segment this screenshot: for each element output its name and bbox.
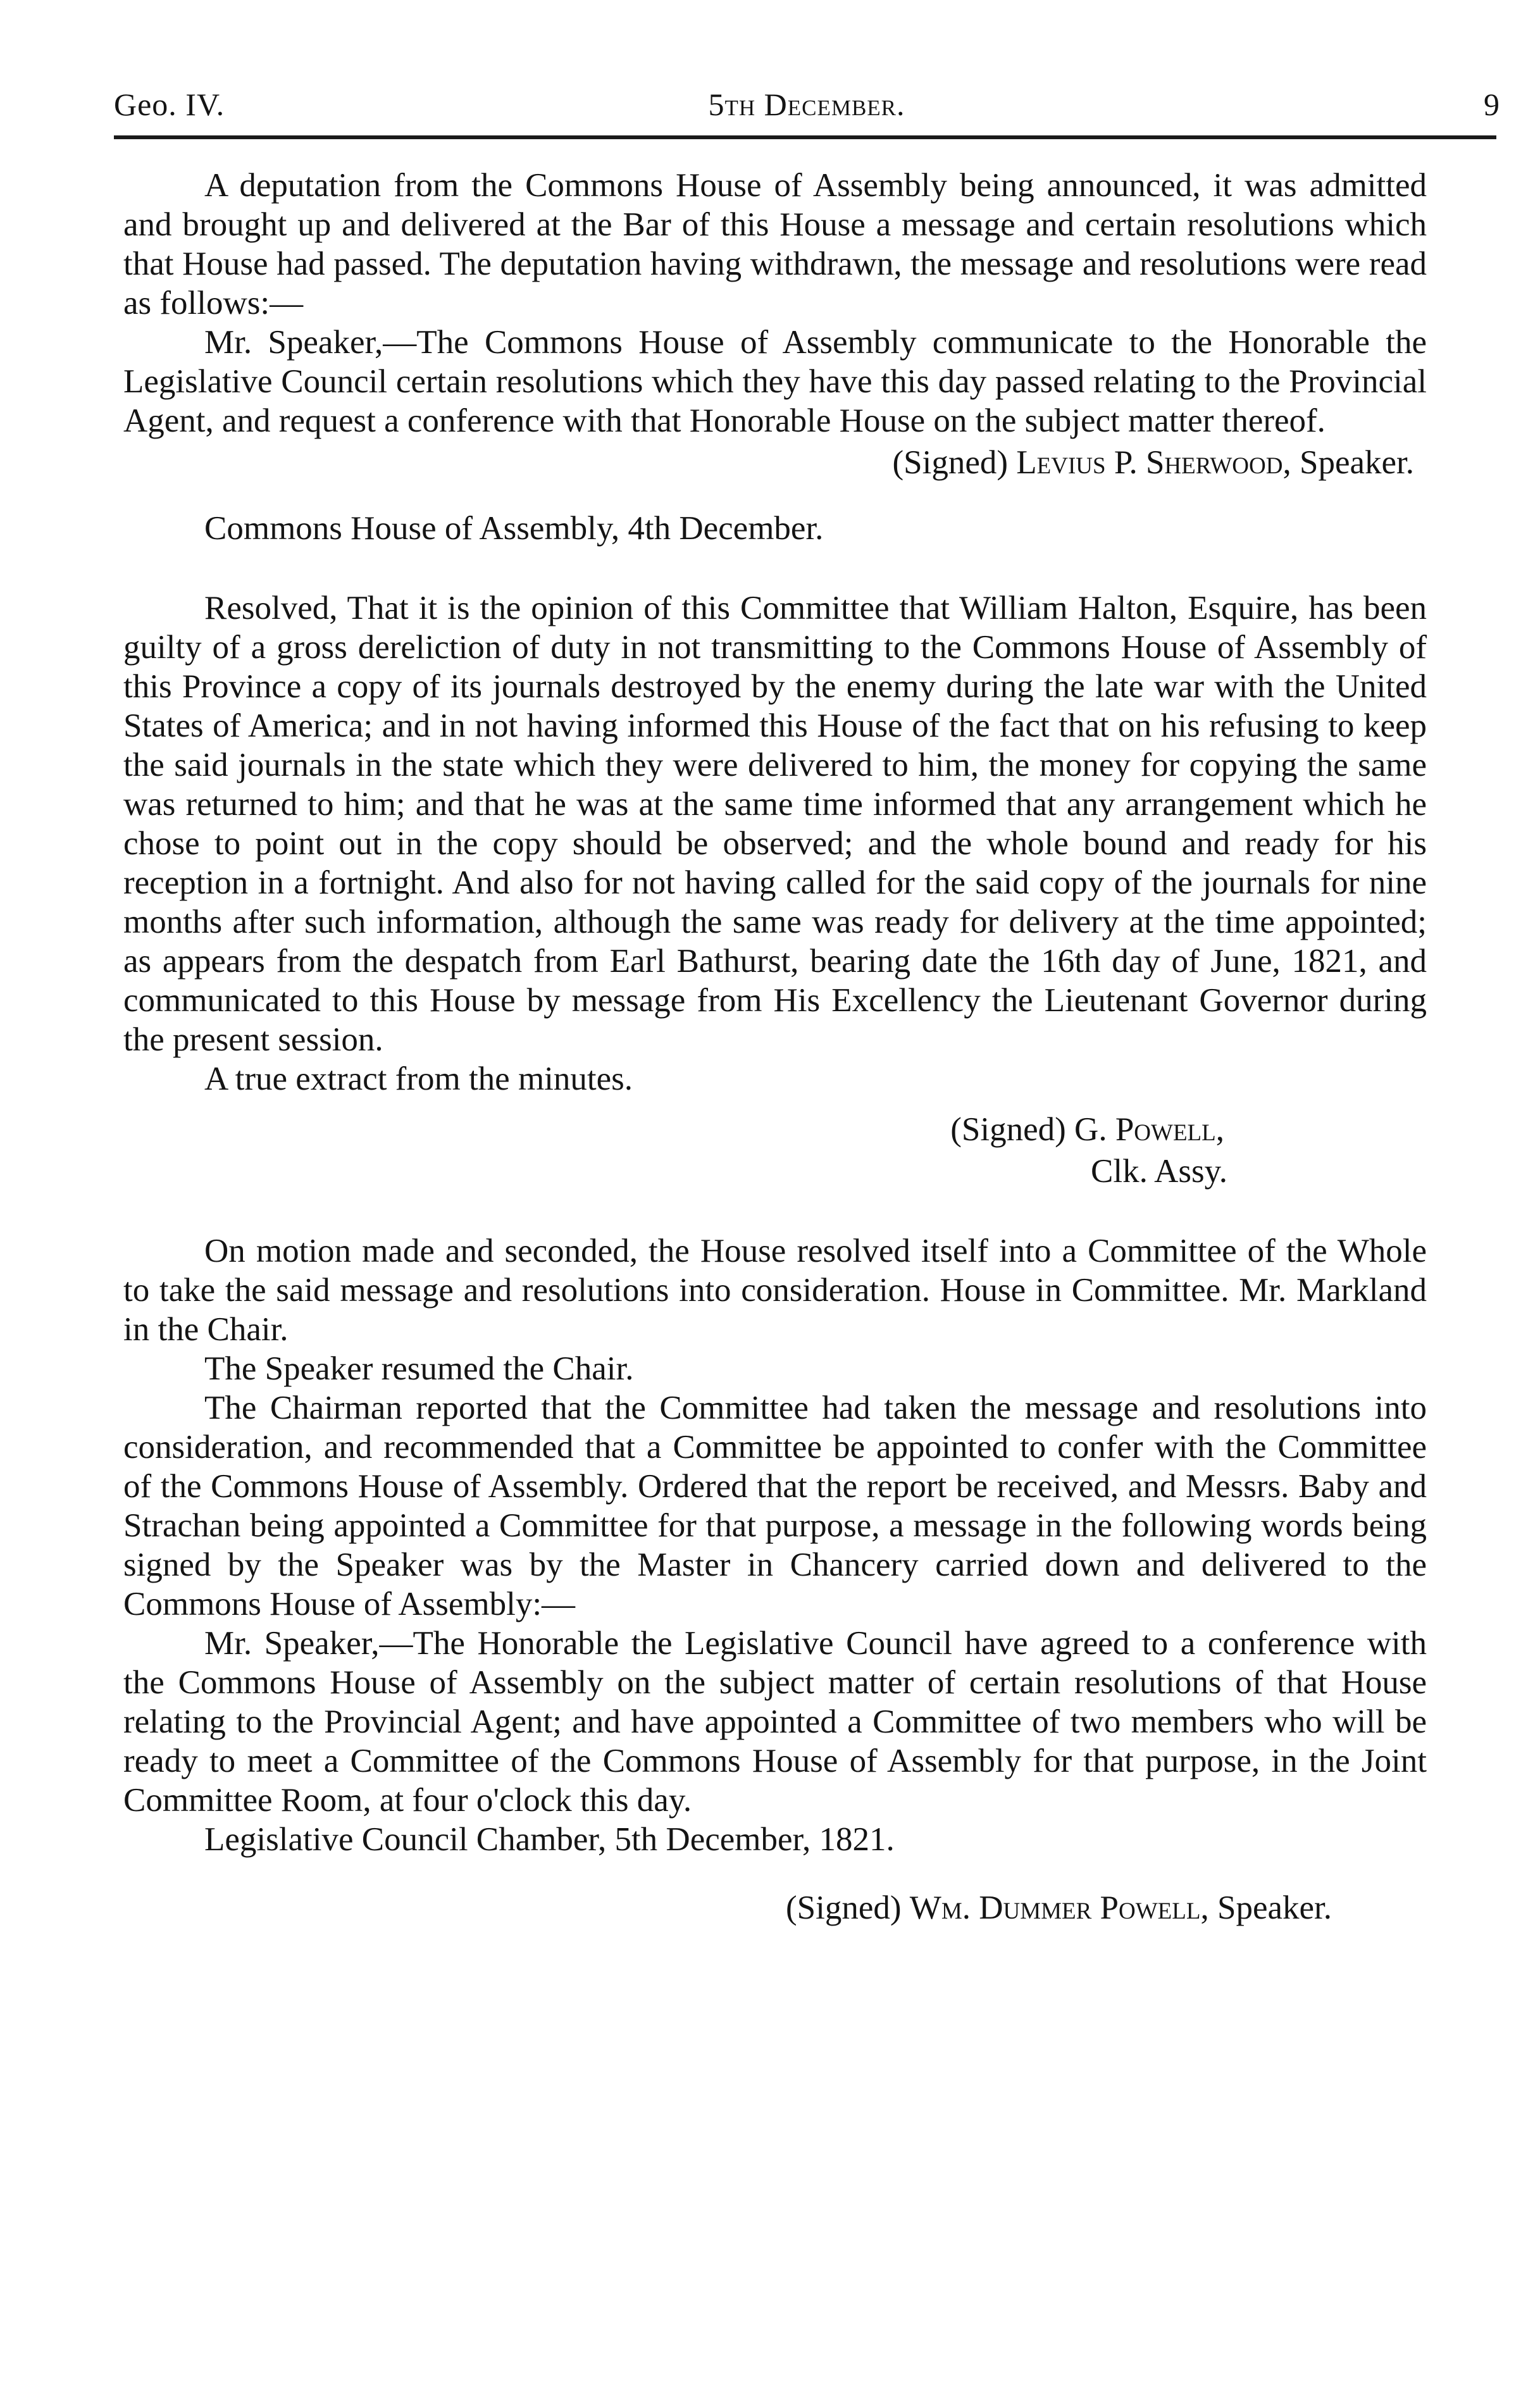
- paragraph-deputation: A deputation from the Commons House of Assembly being announced, it was admitted and brought up and delivered at the Bar of this House a message and certain resolutions which that House had passed. The deputation having withdrawn, the message and resolutions were read as follows:—: [123, 167, 1427, 321]
- page-number: 9: [1484, 87, 1500, 122]
- running-head: [114, 79, 1500, 130]
- section-gap: [123, 548, 1427, 588]
- signature-line: [123, 1110, 1427, 1149]
- signatory-name: Wm. Dummer Powell: [909, 1889, 1201, 1926]
- reign-label: Geo. IV.: [114, 87, 225, 122]
- signatory-title: Clk. Assy.: [1091, 1153, 1227, 1190]
- signature-suffix: , Speaker.: [1200, 1889, 1332, 1926]
- signature-suffix: , Speaker.: [1282, 444, 1414, 481]
- signature-prefix: (Signed) G.: [950, 1111, 1115, 1148]
- paragraph-resolution: Resolved, That it is the opinion of this Committee that William Halton, Esquire, has been guilty of a gross dereliction of duty in not transmitting to the Commons House of Assembly of this Province a copy of its journals destroyed by the enemy during the late war with the United States of America; and in not having informed this House of the fact that on his refusing to keep the said journals in the state which they were delivered to him, the money for copying the same was returned to him; and that he was at the same time informed that any arrangement which he chose to point out in the copy should be observed; and the whole bound and ready for his reception in a fortnight. And also for not having called for the said copy of the journals for nine months after such information, although the same was ready for delivery at the time appointed; as appears from the despatch from Earl Bathurst, bearing date the 16th day of June, 1821, and communicated to this House by message from His Excellency the Lieutenant Governor during the present session.: [123, 590, 1427, 1058]
- paragraph-motion: On motion made and seconded, the House resolved itself into a Committee of the Whole to take the said message and resolutions into consideration. House in Committee. Mr. Markland in the Chair.: [123, 1233, 1427, 1348]
- signatory-name: Powell: [1115, 1111, 1216, 1148]
- paragraph-chairman-report: The Chairman reported that the Committee had taken the message and resolutions into consideration, and recommended that a Committee be appointed to confer with the Committee of the Commons House of Assembly. Ordered that the report be received, and Messrs. Baby and Strachan being appointed a Committee for that purpose, a message in the following words being signed by the Speaker was by the Master in Chancery carried down and delivered to the Commons House of Assembly:—: [123, 1390, 1427, 1622]
- signature-dummer-powell: [123, 1888, 1427, 1927]
- signature-sherwood: [123, 443, 1414, 482]
- paragraph-commons-message: Mr. Speaker,—The Commons House of Assembly communicate to the Honorable the Legislative Council certain resolutions which they have this day passed relating to the Provincial Agent, and request a conference with that Honorable House on the subject matter thereof.: [123, 324, 1427, 439]
- document-body: [123, 166, 1427, 1961]
- header-rule: [114, 135, 1496, 139]
- signature-prefix: (Signed): [786, 1889, 910, 1926]
- dateline-commons: Commons House of Assembly, 4th December.: [204, 510, 824, 547]
- signatory-name: Levius P. Sherwood: [1016, 444, 1283, 481]
- paragraph-true-extract: A true extract from the minutes.: [204, 1061, 633, 1097]
- section-gap: [123, 1191, 1427, 1231]
- dateline-council: Legislative Council Chamber, 5th December, 1821.: [204, 1821, 895, 1858]
- signature-powell-clerk: [123, 1110, 1427, 1191]
- paragraph-speaker-resumed: The Speaker resumed the Chair.: [204, 1350, 634, 1387]
- signature-suffix: ,: [1215, 1111, 1224, 1148]
- signature-prefix: (Signed): [892, 444, 1017, 481]
- paragraph-council-message: Mr. Speaker,—The Honorable the Legislative Council have agreed to a conference with the Commons House of Assembly on the subject matter of certain resolutions of that House relating to the Provincial Agent; and have appointed a Committee of two members who will be ready to meet a Committee of the Commons House of Assembly for that purpose, in the Joint Committee Room, at four o'clock this day.: [123, 1625, 1427, 1819]
- date-heading: 5th December.: [708, 87, 905, 122]
